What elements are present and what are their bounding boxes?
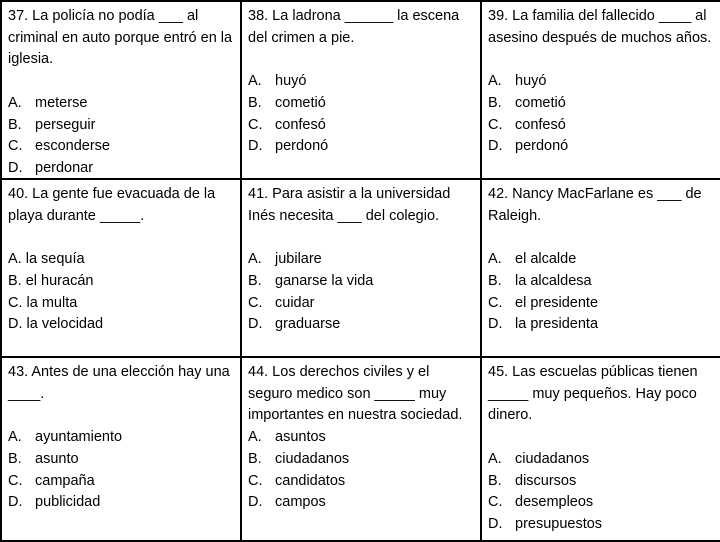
option-c — [248, 115, 476, 137]
option-text: cuidar — [275, 294, 315, 311]
option-c — [248, 293, 476, 315]
option-text: asuntos — [275, 429, 326, 446]
option-letter: C. — [248, 294, 263, 311]
option-text: presupuestos — [515, 515, 603, 532]
option-text: la multa — [26, 294, 78, 311]
options-list — [8, 427, 236, 514]
question-cell-39 — [480, 0, 720, 180]
option-a — [8, 427, 236, 449]
option-text: discursos — [515, 472, 577, 489]
options-list — [488, 249, 716, 336]
question-cell-38 — [240, 0, 482, 180]
option-letter: D. — [8, 159, 23, 176]
option-b — [248, 93, 476, 115]
question-text: 40. La gente fue evacuada de la playa durante _____. — [8, 186, 216, 224]
option-letter: A. — [8, 94, 22, 111]
option-letter: D. — [248, 138, 263, 155]
option-letter: C. — [248, 116, 263, 133]
question-text: 37. La policía no podía ___ al criminal en auto porque entró en la iglesia. — [8, 8, 233, 68]
option-text: asunto — [35, 450, 79, 467]
option-text: candidatos — [275, 472, 346, 489]
option-a — [488, 71, 716, 93]
option-letter: B. — [8, 450, 22, 467]
question-cell-41 — [240, 178, 482, 358]
option-letter: C. — [8, 294, 23, 311]
options-list — [8, 249, 236, 336]
question-text: 44. Los derechos civiles y el seguro medico son _____ muy importantes en nuestra sociedad. — [248, 364, 463, 424]
option-letter: B. — [8, 116, 22, 133]
question-text: 43. Antes de una elección hay una ____. — [8, 364, 230, 402]
option-c — [8, 136, 236, 158]
option-letter: C. — [8, 138, 23, 155]
option-text: el alcalde — [515, 251, 577, 268]
option-text: cometió — [275, 94, 326, 111]
option-text: confesó — [275, 116, 326, 133]
option-d — [8, 314, 236, 336]
options-list — [248, 71, 476, 158]
option-letter: A. — [488, 450, 502, 467]
spacer — [488, 227, 716, 249]
option-letter: D. — [488, 316, 503, 333]
option-text: jubilare — [275, 251, 322, 268]
options-list — [248, 427, 476, 514]
option-letter: A. — [248, 429, 262, 446]
option-letter: D. — [248, 316, 263, 333]
option-letter: A. — [248, 73, 262, 90]
option-text: perdonó — [515, 138, 569, 155]
option-text: ciudadanos — [515, 450, 590, 467]
option-b — [488, 271, 716, 293]
option-text: campaña — [35, 472, 95, 489]
option-c — [8, 471, 236, 493]
option-c — [488, 492, 716, 514]
option-d — [8, 158, 236, 180]
option-text: huyó — [275, 73, 307, 90]
option-d — [248, 314, 476, 336]
option-d — [8, 492, 236, 514]
option-text: la sequía — [25, 251, 85, 268]
option-a — [8, 93, 236, 115]
option-letter: A. — [488, 251, 502, 268]
option-letter: D. — [8, 494, 23, 511]
option-letter: B. — [488, 272, 502, 289]
option-text: el presidente — [515, 294, 599, 311]
option-d — [488, 136, 716, 158]
option-text: publicidad — [35, 494, 101, 511]
option-letter: D. — [488, 515, 503, 532]
option-b — [248, 271, 476, 293]
spacer — [8, 405, 236, 427]
option-b — [488, 93, 716, 115]
option-a — [248, 71, 476, 93]
option-d — [248, 136, 476, 158]
option-text: desempleos — [515, 494, 594, 511]
option-text: meterse — [35, 94, 88, 111]
option-letter: B. — [488, 472, 502, 489]
option-a — [248, 427, 476, 449]
spacer — [248, 49, 476, 71]
options-list — [488, 449, 716, 536]
option-a — [8, 249, 236, 271]
option-letter: D. — [248, 494, 263, 511]
option-letter: C. — [248, 472, 263, 489]
option-text: graduarse — [275, 316, 341, 333]
question-text: 38. La ladrona ______ la escena del crimen a pie. — [248, 8, 460, 46]
option-b — [488, 471, 716, 493]
option-text: la presidenta — [515, 316, 599, 333]
option-text: campos — [275, 494, 326, 511]
option-a — [488, 249, 716, 271]
option-letter: B. — [248, 450, 262, 467]
option-letter: C. — [8, 472, 23, 489]
question-cell-40 — [0, 178, 242, 358]
question-cell-42 — [480, 178, 720, 358]
spacer — [8, 227, 236, 249]
option-letter: C. — [488, 494, 503, 511]
option-b — [8, 449, 236, 471]
option-letter: A. — [488, 73, 502, 90]
option-c — [248, 471, 476, 493]
spacer — [8, 71, 236, 93]
option-c — [488, 293, 716, 315]
question-text: 41. Para asistir a la universidad Inés necesita ___ del colegio. — [248, 186, 451, 224]
option-letter: B. — [8, 272, 22, 289]
option-text: la alcaldesa — [515, 272, 592, 289]
question-cell-45 — [480, 356, 720, 542]
option-text: la velocidad — [26, 316, 104, 333]
option-text: perdonó — [275, 138, 329, 155]
option-a — [488, 449, 716, 471]
option-text: perseguir — [35, 116, 96, 133]
option-text: confesó — [515, 116, 566, 133]
option-letter: A. — [8, 251, 22, 268]
option-text: cometió — [515, 94, 566, 111]
question-text: 42. Nancy MacFarlane es ___ de Raleigh. — [488, 186, 702, 224]
option-b — [8, 115, 236, 137]
option-text: ganarse la vida — [275, 272, 374, 289]
spacer — [488, 49, 716, 71]
spacer — [488, 427, 716, 449]
option-letter: B. — [248, 272, 262, 289]
option-d — [488, 514, 716, 536]
option-c — [488, 115, 716, 137]
option-b — [8, 271, 236, 293]
option-b — [248, 449, 476, 471]
option-letter: A. — [248, 251, 262, 268]
option-d — [488, 314, 716, 336]
question-text: 45. Las escuelas públicas tienen _____ muy pequeños. Hay poco dinero. — [488, 364, 698, 424]
option-d — [248, 492, 476, 514]
option-text: el huracán — [25, 272, 94, 289]
question-cell-43 — [0, 356, 242, 542]
options-list — [8, 93, 236, 180]
spacer — [248, 227, 476, 249]
option-letter: C. — [488, 294, 503, 311]
option-c — [8, 293, 236, 315]
option-text: ciudadanos — [275, 450, 350, 467]
option-letter: A. — [8, 429, 22, 446]
question-cell-44 — [240, 356, 482, 542]
question-cell-37 — [0, 0, 242, 180]
option-letter: B. — [248, 94, 262, 111]
options-list — [488, 71, 716, 158]
option-letter: C. — [488, 116, 503, 133]
option-letter: D. — [8, 316, 23, 333]
options-list — [248, 249, 476, 336]
option-a — [248, 249, 476, 271]
option-text: huyó — [515, 73, 547, 90]
option-letter: D. — [488, 138, 503, 155]
question-text: 39. La familia del fallecido ____ al asesino después de muchos años. — [488, 8, 712, 46]
option-text: ayuntamiento — [35, 429, 123, 446]
option-text: perdonar — [35, 159, 94, 176]
option-text: esconderse — [35, 138, 110, 155]
option-letter: B. — [488, 94, 502, 111]
